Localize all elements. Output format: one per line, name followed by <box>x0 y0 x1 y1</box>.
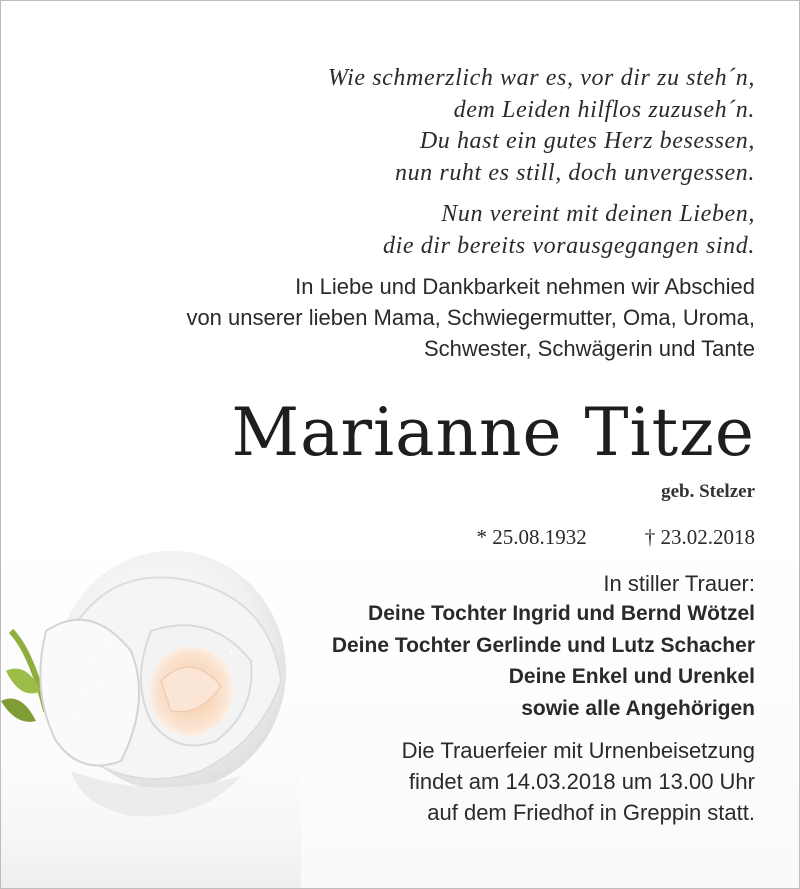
mourning-label: In stiller Trauer: <box>603 571 755 596</box>
farewell-text <box>186 271 755 364</box>
white-rose-image <box>1 541 301 889</box>
service-line: Die Trauerfeier mit Urnenbeisetzung <box>401 738 755 763</box>
poem-stanza-1 <box>328 63 755 189</box>
funeral-service-info <box>402 735 755 828</box>
death-date: † 23.02.2018 <box>644 525 755 549</box>
mourners-list <box>332 598 755 724</box>
life-dates <box>477 525 756 550</box>
poem-line: die dir bereits vorausgegangen sind. <box>382 232 755 259</box>
mourner: Deine Tochter Ingrid und Bernd Wötzel <box>368 602 755 625</box>
birth-name: geb. Stelzer <box>661 481 755 502</box>
service-line: auf dem Friedhof in Greppin statt. <box>427 800 755 825</box>
poem-line: dem Leiden hilflos zuzuseh´n. <box>453 96 755 123</box>
poem-line: nun ruht es still, doch unvergessen. <box>394 159 755 186</box>
farewell-line: In Liebe und Dankbarkeit nehmen wir Abschied <box>295 274 755 299</box>
mourner: Deine Tochter Gerlinde und Lutz Schacher <box>331 633 755 657</box>
mourner: sowie alle Angehörigen <box>521 696 755 720</box>
mourner: Deine Enkel und Urenkel <box>508 665 755 688</box>
service-line: findet am 14.03.2018 um 13.00 Uhr <box>408 769 755 794</box>
poem-line: Nun vereint mit deinen Lieben, <box>441 201 755 227</box>
farewell-line: von unserer lieben Mama, Schwiegermutter, Oma, Uroma, <box>186 305 755 330</box>
poem-line: Wie schmerzlich war es, vor dir zu steh´n, <box>327 65 755 91</box>
poem-stanza-2 <box>383 199 755 262</box>
birth-date: * 25.08.1932 <box>476 525 587 549</box>
farewell-line: Schwester, Schwägerin und Tante <box>423 336 755 361</box>
poem-line: Du hast ein gutes Herz besessen, <box>419 128 755 154</box>
deceased-name: Marianne Titze <box>231 394 755 471</box>
